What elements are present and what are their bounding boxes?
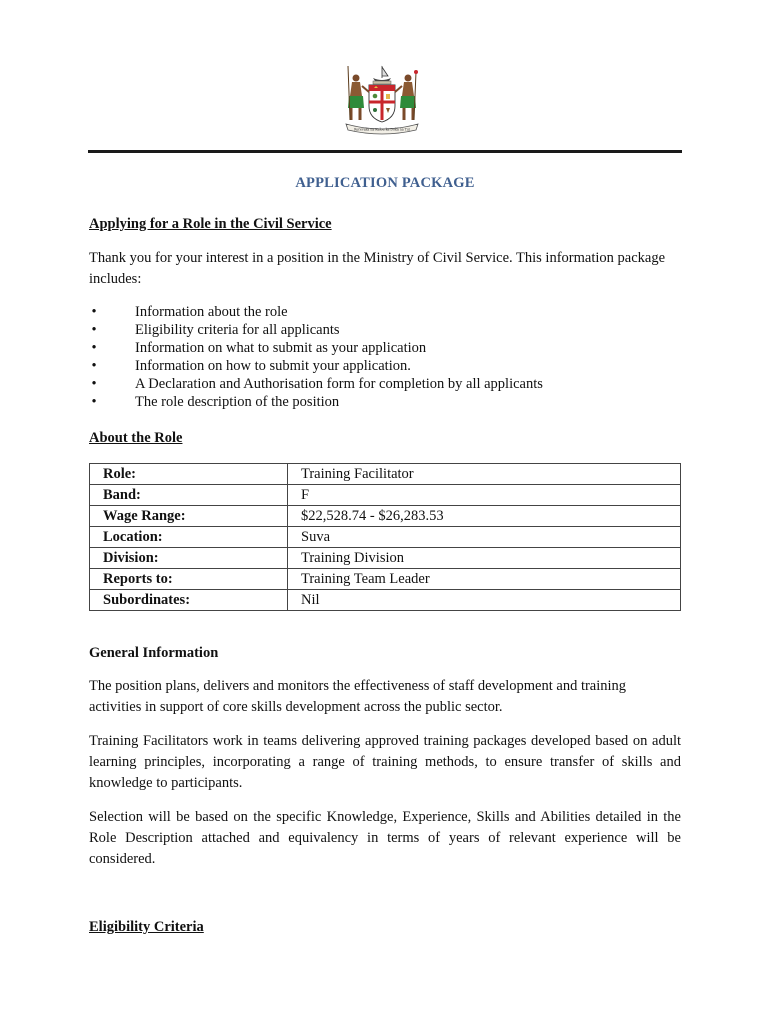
row-label: Role:	[90, 464, 288, 485]
list-item: • Information on what to submit as your application	[89, 339, 681, 357]
bullet-icon: •	[91, 322, 97, 338]
row-value: Suva	[288, 527, 681, 548]
role-details-table	[89, 463, 681, 611]
list-item: • Eligibility criteria for all applicants	[89, 321, 681, 339]
general-paragraph-2: Training Facilitators work in teams delivering approved training packages developed based on adult learning principles, incorporating a range of training methods, to ensure transfer of skills and knowledge to participants.	[89, 733, 681, 791]
row-value: Training Division	[288, 548, 681, 569]
table-row	[90, 569, 681, 590]
fiji-coat-of-arms-icon	[340, 62, 424, 136]
package-contents-list	[89, 303, 681, 411]
row-label: Subordinates:	[90, 590, 288, 611]
page-title: APPLICATION PACKAGE	[295, 175, 475, 191]
section-heading-applying: Applying for a Role in the Civil Service	[89, 216, 332, 232]
row-value: Nil	[288, 590, 681, 611]
bullet-icon: •	[91, 376, 97, 392]
bullet-icon: •	[91, 340, 97, 356]
section-heading-general-information: General Information	[89, 645, 219, 661]
motto-text: Rerevaka na Kalou ka Doka na Tui	[354, 127, 410, 132]
row-value: Training Team Leader	[288, 569, 681, 590]
row-label: Division:	[90, 548, 288, 569]
table-row	[90, 464, 681, 485]
table-row	[90, 590, 681, 611]
table-row	[90, 527, 681, 548]
header-rule	[88, 150, 682, 153]
row-value: $22,528.74 - $26,283.53	[288, 506, 681, 527]
list-item: • A Declaration and Authorisation form for completion by all applicants	[89, 375, 681, 393]
list-item: • The role description of the position	[89, 393, 681, 411]
intro-paragraph: Thank you for your interest in a position in the Ministry of Civil Service. This information package includes:	[89, 250, 665, 287]
bullet-icon: •	[91, 304, 97, 320]
row-label: Wage Range:	[90, 506, 288, 527]
general-paragraph-1: The position plans, delivers and monitors the effectiveness of staff development and training activities in support of core skills development across the public sector.	[89, 678, 627, 715]
section-heading-eligibility: Eligibility Criteria	[89, 919, 204, 935]
row-label: Band:	[90, 485, 288, 506]
list-item: • Information about the role	[89, 303, 681, 321]
table-row	[90, 506, 681, 527]
table-row	[90, 485, 681, 506]
list-item: • Information on how to submit your application.	[89, 357, 681, 375]
row-label: Location:	[90, 527, 288, 548]
general-paragraph-3: Selection will be based on the specific Knowledge, Experience, Skills and Abilities detailed in the Role Description attached and equivalency in terms of years of relevant experience will be considered.	[89, 809, 681, 867]
row-label: Reports to:	[90, 569, 288, 590]
bullet-icon: •	[91, 394, 97, 410]
bullet-icon: •	[91, 358, 97, 374]
row-value: F	[288, 485, 681, 506]
row-value: Training Facilitator	[288, 464, 681, 485]
table-row	[90, 548, 681, 569]
section-heading-about-role: About the Role	[89, 430, 183, 446]
